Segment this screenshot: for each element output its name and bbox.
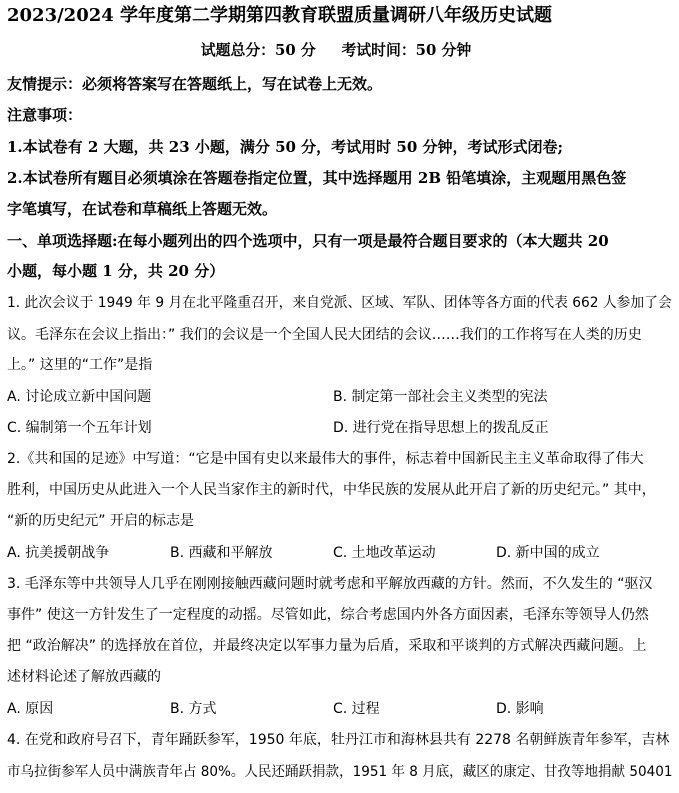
question-stem-line: “新的历史纪元” 开启的标志是 — [7, 513, 194, 529]
question-stem-line: 述材料论述了解放西藏的 — [7, 669, 161, 685]
section-heading-line-2: 小题，每小题 1 分，共 20 分） — [7, 262, 225, 280]
question-stem-line: 事件” 使这一方针发生了一定程度的动摇。尽管如此，综合考虑国内外各方面因素，毛泽东等领导人仍然 — [7, 607, 649, 623]
question-stem-line: 议。毛泽东在会议上指出：” 我们的会议是一个全国人民大团结的会议……我们的工作将写在人类的历史 — [7, 327, 642, 343]
note-2-line-1: 2.本试卷所有题目必须填涂在答题卷指定位置，其中选择题用 2B 铅笔填涂，主观题用黑色签 — [7, 169, 627, 187]
note-1: 1.本试卷有 2 大题，共 23 小题，满分 50 分，考试用时 50 分钟，考试形式闭卷; — [7, 138, 564, 156]
option-a: A. 讨论成立新中国问题 — [7, 389, 152, 405]
total-score: 试题总分：50 分 — [200, 41, 316, 59]
option-b: B. 制定第一部社会主义类型的宪法 — [333, 389, 548, 405]
question-stem-line: 市乌拉街参军人员中满族青年占 80%。人民还踊跃捐款，1951 年 8 月底，藏区的康定、甘孜等地捐献 50401 — [7, 764, 673, 780]
question-stem-line: 1. 此次会议于 1949 年 9 月在北平隆重召开，来自党派、区域、军队、团体等各方面的代表 662 人参加了会 — [7, 295, 672, 311]
option-c: C. 土地改革运动 — [333, 545, 436, 561]
option-a: A. 原因 — [7, 701, 54, 717]
question-stem-line: 3. 毛泽东等中共领导人几乎在刚刚接触西藏问题时就考虑和平解放西藏的方针。然而，不久发生的 “驱汉 — [7, 576, 653, 592]
question-stem-line: 把 “政治解决” 的选择放在首位，并最终决定以军事力量为后盾，采取和平谈判的方式解决西藏问题。上 — [7, 638, 647, 654]
friendly-tip: 友情提示：必须将答案写在答题纸上，写在试卷上无效。 — [7, 75, 383, 93]
option-c: C. 过程 — [333, 701, 380, 717]
question-stem-line: 2.《共和国的足迹》中写道：“它是中国有史以来最伟大的事件，标志着中国新民主主义革命取得了伟大 — [7, 451, 644, 467]
option-d: D. 进行党在指导思想上的拨乱反正 — [333, 420, 549, 436]
question-stem-line: 胜利，中国历史从此进入一个人民当家作主的新时代，中华民族的发展从此开启了新的历史纪元。” 其中， — [7, 482, 656, 498]
option-c: C. 编制第一个五年计划 — [7, 420, 152, 436]
question-stem-line: 4. 在党和政府号召下，青年踊跃参军，1950 年底，牡丹江市和海林县共有 2278 名朝鲜族青年参军，吉林 — [7, 732, 670, 748]
option-b: B. 西藏和平解放 — [170, 545, 273, 561]
option-b: B. 方式 — [170, 701, 217, 717]
option-d: D. 影响 — [496, 701, 544, 717]
note-2-line-2: 字笔填写，在试卷和草稿纸上答题无效。 — [7, 200, 278, 218]
option-a: A. 抗美援朝战争 — [7, 545, 110, 561]
notes-heading: 注意事项： — [7, 106, 83, 124]
option-d: D. 新中国的成立 — [496, 545, 600, 561]
exam-time: 考试时间：50 分钟 — [341, 41, 472, 59]
exam-meta — [0, 43, 672, 58]
section-heading-line-1: 一、单项选择题:在每小题列出的四个选项中，只有一项是最符合题目要求的（本大题共 20 — [7, 232, 609, 250]
question-stem-line: 上。” 这里的“工作”是指 — [7, 357, 153, 373]
exam-title: 2023/2024 学年度第二学期第四教育联盟质量调研八年级历史试题 — [7, 5, 553, 26]
